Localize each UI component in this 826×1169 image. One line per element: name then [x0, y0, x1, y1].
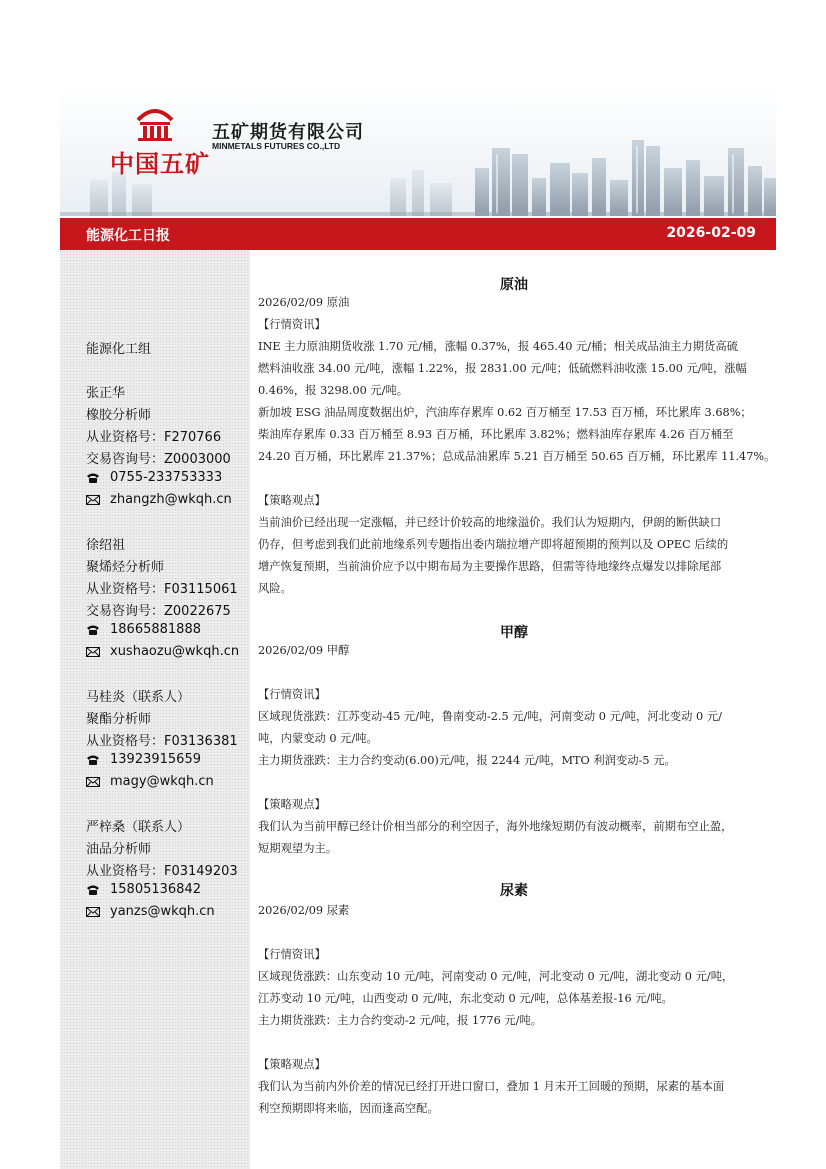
phone-icon: [86, 472, 100, 484]
logo-text: 中国五矿: [110, 150, 210, 178]
analyst-phone: [86, 622, 201, 637]
analyst-qualification: 从业资格号：F03136381: [86, 734, 238, 749]
phone-icon: [86, 754, 100, 766]
email-address[interactable]: yanzs@wkqh.cn: [110, 904, 215, 919]
paragraph-line: 我们认为当前内外价差的情况已经打开进口窗口，叠加 1 月末开工回暖的预期，尿素的基本面: [258, 1080, 725, 1093]
analyst-qualification: 从业资格号：F03115061: [86, 582, 238, 597]
analyst-name: 马桂炎（联系人）: [86, 690, 191, 705]
analyst-consult-number: 交易咨询号：Z0003000: [86, 452, 231, 467]
section-date-line: 2026/02/09 甲醇: [258, 644, 350, 657]
phone-icon: [86, 624, 100, 636]
analyst-name: 张正华: [86, 386, 126, 401]
group-name: 能源化工组: [86, 342, 152, 357]
company-name-cn: 五矿期货有限公司: [212, 122, 364, 143]
phone-number: 13923915659: [110, 752, 201, 767]
analyst-role: 聚酯分析师: [86, 712, 152, 727]
paragraph-line: 【策略观点】: [258, 494, 326, 507]
envelope-icon: [86, 776, 100, 788]
paragraph-line: 主力期货涨跌：主力合约变动-2 元/吨，报 1776 元/吨。: [258, 1014, 543, 1027]
paragraph-line: 24.20 百万桶，环比累库 21.37%；总成品油累库 5.21 百万桶至 50.65 百万桶，环比累库 11.47%。: [258, 450, 776, 463]
phone-icon: [86, 884, 100, 896]
section-date-line: 2026/02/09 尿素: [258, 904, 350, 917]
analyst-phone: [86, 470, 222, 485]
section-title: 尿素: [500, 883, 528, 899]
company-name-en: MINMETALS FUTURES CO.,LTD: [212, 141, 341, 151]
paragraph-line: 江苏变动 10 元/吨，山西变动 0 元/吨，东北变动 0 元/吨，总体基差报-16 元/吨。: [258, 992, 673, 1005]
envelope-icon: [86, 646, 100, 658]
paragraph-line: 【行情资讯】: [258, 318, 326, 331]
analyst-role: 橡胶分析师: [86, 408, 152, 423]
paragraph-line: 短期观望为主。: [258, 842, 338, 855]
paragraph-line: 当前油价已经出现一定涨幅，并已经计价较高的地缘溢价。我们认为短期内，伊朗的断供缺口: [258, 516, 722, 529]
section-title: 甲醇: [500, 625, 528, 641]
section-date-line: 2026/02/09 原油: [258, 296, 350, 309]
title-bar: [60, 218, 776, 250]
report-title: 能源化工日报: [86, 228, 170, 244]
envelope-icon: [86, 494, 100, 506]
paragraph-line: 仍存，但考虑到我们此前地缘系列专题指出委内瑞拉增产即将超预期的预判以及 OPEC 后续的: [258, 538, 729, 551]
paragraph-line: INE 主力原油期货收涨 1.70 元/桶，涨幅 0.37%，报 465.40 元/桶；相关成品油主力期货高硫: [258, 340, 738, 353]
analyst-consult-number: 交易咨询号：Z0022675: [86, 604, 231, 619]
section-title: 原油: [500, 277, 528, 293]
analyst-name: 严梓桑（联系人）: [86, 820, 191, 835]
paragraph-line: 0.46%，报 3298.00 元/吨。: [258, 384, 409, 397]
paragraph-line: 利空预期即将来临，因而逢高空配。: [258, 1102, 439, 1115]
paragraph-line: 【行情资讯】: [258, 948, 326, 961]
phone-number: 0755-233753333: [110, 470, 223, 485]
paragraph-line: 我们认为当前甲醇已经计价相当部分的利空因子，海外地缘短期仍有波动概率，前期布空止盈，: [258, 820, 733, 833]
paragraph-line: 【策略观点】: [258, 1058, 326, 1071]
analyst-email: [86, 904, 215, 919]
analyst-email: [86, 774, 214, 789]
analyst-role: 聚烯烃分析师: [86, 560, 165, 575]
email-address[interactable]: magy@wkqh.cn: [110, 774, 214, 789]
analyst-email: [86, 492, 232, 507]
paragraph-line: 吨，内蒙变动 0 元/吨。: [258, 732, 378, 745]
analyst-email: [86, 644, 239, 659]
paragraph-line: 增产恢复预期，当前油价应予以中期布局为主要操作思路，但需等待地缘终点爆发以排除尾部: [258, 560, 722, 573]
analyst-name: 徐绍祖: [86, 538, 126, 553]
paragraph-line: 燃料油收涨 34.00 元/吨，涨幅 1.22%，报 2831.00 元/吨；低硫燃料油收涨 15.00 元/吨，涨幅: [258, 362, 747, 375]
paragraph-line: 【策略观点】: [258, 798, 326, 811]
phone-number: 18665881888: [110, 622, 201, 637]
report-date: 2026-02-09: [666, 225, 756, 241]
minmetals-logo-icon: [134, 100, 176, 142]
analyst-qualification: 从业资格号：F03149203: [86, 864, 238, 879]
analyst-phone: [86, 882, 201, 897]
paragraph-line: 区域现货涨跌：江苏变动-45 元/吨，鲁南变动-2.5 元/吨，河南变动 0 元/吨，河北变动 0 元/: [258, 710, 722, 723]
paragraph-line: 柴油库存累库 0.33 百万桶至 8.93 百万桶，环比累库 3.82%；燃料油库存累库 4.26 百万桶至: [258, 428, 734, 441]
paragraph-line: 区域现货涨跌：山东变动 10 元/吨，河南变动 0 元/吨，河北变动 0 元/吨，湖北变动 0 元/吨，: [258, 970, 734, 983]
analyst-qualification: 从业资格号：F270766: [86, 430, 222, 445]
paragraph-line: 主力期货涨跌：主力合约变动(6.00)元/吨，报 2244 元/吨，MTO 利润变动-5 元。: [258, 754, 676, 767]
paragraph-line: 新加坡 ESG 油品周度数据出炉，汽油库存累库 0.62 百万桶至 17.53 百万桶，环比累库 3.68%；: [258, 406, 752, 419]
email-address[interactable]: xushaozu@wkqh.cn: [110, 644, 240, 659]
paragraph-line: 【行情资讯】: [258, 688, 326, 701]
paragraph-line: 风险。: [258, 582, 292, 595]
analyst-sidebar: [60, 250, 250, 1169]
envelope-icon: [86, 906, 100, 918]
email-address[interactable]: zhangzh@wkqh.cn: [110, 492, 232, 507]
phone-number: 15805136842: [110, 882, 201, 897]
analyst-phone: [86, 752, 201, 767]
analyst-role: 油品分析师: [86, 842, 152, 857]
